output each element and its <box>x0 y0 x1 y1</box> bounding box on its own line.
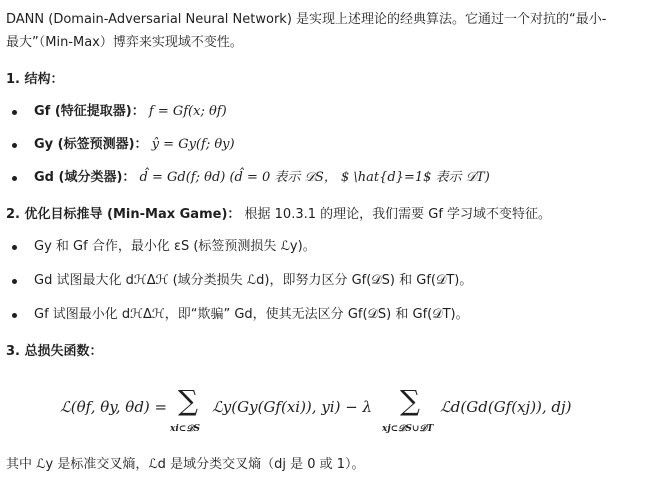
structure-item-1-formula: f = Gf(x; θf) <box>148 104 227 119</box>
structure-item-3-formula: d̂ = Gd(f; θd) (d̂ = 0 表示 𝒟S， $ \hat{d}=1$ 表示 𝒟T) <box>139 170 490 185</box>
bullet-icon <box>12 279 17 284</box>
sum-2-subscript: xj⊂𝒟S∪𝒟T <box>382 424 434 434</box>
sum-symbol-1: ∑ <box>178 384 198 417</box>
optimization-item-2: Gd 试图最大化 dℋΔℋ (域分类损失 ℒd)，即努力区分 Gf(𝒟S) 和 Gf(𝒟T)。 <box>34 273 473 288</box>
section-2-title-rest: 根据 10.3.1 的理论，我们需要 Gf 学习域不变特征。 <box>244 207 552 222</box>
optimization-item-3: Gf 试图最小化 dℋΔℋ，即“欺骗” Gd，使其无法区分 Gf(𝒟S) 和 Gf(𝒟T)。 <box>34 307 469 322</box>
bullet-icon <box>12 313 17 318</box>
structure-item-1-label: Gf (特征提取器)： <box>34 104 145 119</box>
footer-note: 其中 ℒy 是标准交叉熵，ℒd 是域分类交叉熵（dj 是 0 或 1）。 <box>6 457 365 472</box>
section-3-title: 3. 总损失函数： <box>6 344 103 359</box>
sum-1-subscript: xi⊂𝒟S <box>170 424 201 434</box>
intro-line-2: 最大”（Min-Max）博弈来实现域不变性。 <box>6 35 243 50</box>
intro-line-1: DANN (Domain-Adversarial Neural Network) 是实现上述理论的经典算法。它通过一个对抗的“最小- <box>6 12 607 27</box>
structure-item-3 <box>34 167 490 189</box>
optimization-item-1: Gy 和 Gf 合作，最小化 εS (标签预测损失 ℒy)。 <box>34 239 316 254</box>
bullet-icon <box>12 110 17 115</box>
structure-item-2 <box>34 134 235 156</box>
formula-term-1: ℒy(Gy(Gf(xi)), yi) − λ <box>212 398 373 416</box>
section-2-title: 2. 优化目标推导 (Min-Max Game)： <box>6 207 241 222</box>
bullet-icon <box>12 245 17 250</box>
loss-formula <box>60 376 600 440</box>
bullet-icon <box>12 176 17 181</box>
bullet-icon <box>12 143 17 148</box>
section-2-title-row <box>6 205 551 225</box>
section-1-title: 1. 结构： <box>6 72 64 87</box>
sum-symbol-2: ∑ <box>400 384 420 417</box>
structure-item-1 <box>34 101 227 123</box>
formula-lhs: ℒ(θf, θy, θd) = <box>60 398 168 416</box>
structure-item-2-label: Gy (标签预测器)： <box>34 137 148 152</box>
structure-item-3-label: Gd (域分类器)： <box>34 170 136 185</box>
formula-term-2: ℒd(Gd(Gf(xj)), dj) <box>440 398 572 416</box>
structure-item-2-formula: ŷ = Gy(f; θy) <box>151 137 235 152</box>
